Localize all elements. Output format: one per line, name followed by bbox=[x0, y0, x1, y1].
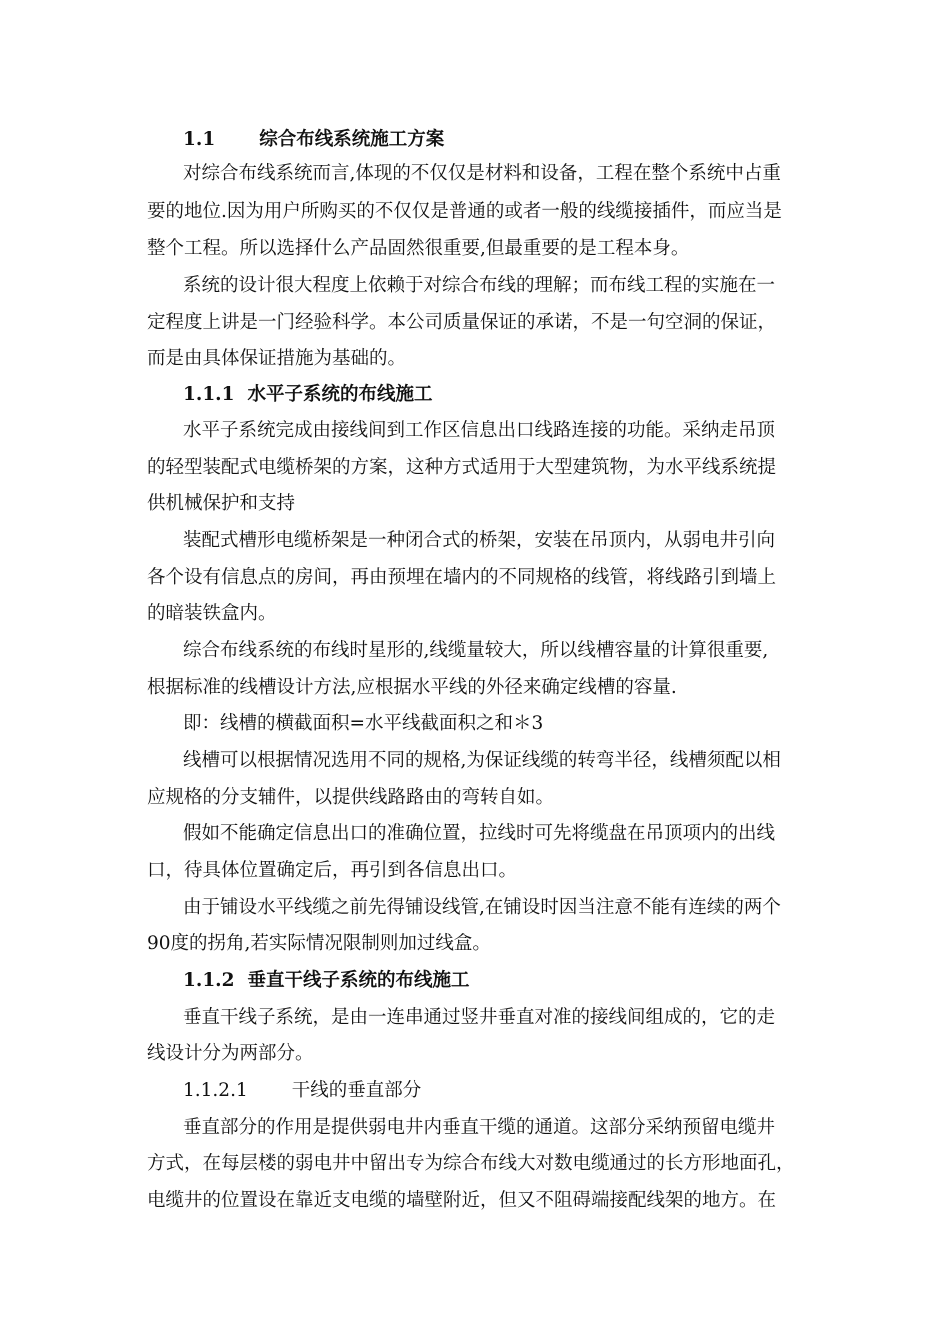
paragraph-line: 假如不能确定信息出口的准确位置，拉线时可先将缆盘在吊顶项内的出线 bbox=[183, 823, 776, 844]
paragraph-line: 的暗装铁盒内。 bbox=[147, 603, 277, 624]
paragraph-line: 应规格的分支辅件，以提供线路路由的弯转自如。 bbox=[147, 787, 555, 808]
paragraph-line: 由于铺设水平线缆之前先得铺设线管,在铺设时因当注意不能有连续的两个 bbox=[183, 897, 781, 918]
paragraph-line: 的轻型装配式电缆桥架的方案，这种方式适用于大型建筑物，为水平线系统提 bbox=[147, 457, 777, 478]
heading-title: 垂直干线子系统的布线施工 bbox=[247, 970, 470, 991]
paragraph-line: 各个设有信息点的房间，再由预埋在墙内的不同规格的线管，将线路引到墙上 bbox=[147, 567, 777, 588]
paragraph-line: 口，待具体位置确定后，再引到各信息出口。 bbox=[147, 860, 518, 881]
paragraph-line: 线槽可以根据情况选用不同的规格,为保证线缆的转弯半径，线槽须配以相 bbox=[183, 750, 781, 771]
paragraph-line: 垂直干线子系统，是由一连串通过竖井垂直对准的接线间组成的，它的走 bbox=[183, 1007, 776, 1028]
heading-number: 1.1.2.1 bbox=[183, 1080, 248, 1101]
paragraph-line: 要的地位.因为用户所购买的不仅仅是普通的或者一般的线缆接插件，而应当是 bbox=[147, 201, 782, 222]
paragraph-line: 综合布线系统的布线时星形的,线缆量较大，所以线槽容量的计算很重要, bbox=[183, 640, 769, 661]
paragraph-line: 整个工程。所以选择什么产品固然很重要,但最重要的是工程本身。 bbox=[147, 238, 690, 259]
paragraph-line: 根据标准的线槽设计方法,应根据水平线的外径来确定线槽的容量. bbox=[147, 677, 677, 698]
paragraph-line: 定程度上讲是一门经验科学。本公司质量保证的承诺，不是一句空洞的保证， bbox=[147, 312, 777, 333]
formula-line: 即：线槽的横截面积=水平线截面积之和＊3 bbox=[183, 713, 544, 734]
heading-number: 1.1.2 bbox=[183, 970, 235, 991]
paragraph-line: 水平子系统完成由接线间到工作区信息出口线路连接的功能。采纳走吊顶 bbox=[183, 420, 776, 441]
paragraph-line: 方式，在每层楼的弱电井中留出专为综合布线大对数电缆通过的长方形地面孔， bbox=[147, 1153, 795, 1174]
paragraph-line: 系统的设计很大程度上依赖于对综合布线的理解；而布线工程的实施在一 bbox=[183, 275, 776, 296]
heading-number: 1.1.1 bbox=[183, 384, 235, 405]
section-heading-1-1-1 bbox=[183, 383, 433, 407]
section-heading-1-1-2 bbox=[183, 969, 470, 993]
heading-title: 干线的垂直部分 bbox=[291, 1080, 422, 1101]
paragraph-line: 供机械保护和支持 bbox=[147, 493, 296, 514]
section-heading-1-1 bbox=[183, 128, 444, 152]
paragraph-line: 电缆井的位置设在靠近支电缆的墙壁附近，但又不阻碍端接配线架的地方。在 bbox=[147, 1190, 777, 1211]
paragraph-line: 对综合布线系统而言,体现的不仅仅是材料和设备，工程在整个系统中占重 bbox=[183, 163, 781, 184]
section-heading-1-1-2-1 bbox=[183, 1079, 421, 1103]
heading-title: 综合布线系统施工方案 bbox=[259, 129, 445, 150]
paragraph-line: 垂直部分的作用是提供弱电井内垂直干缆的通道。这部分采纳预留电缆井 bbox=[183, 1117, 776, 1138]
paragraph-line: 而是由具体保证措施为基础的。 bbox=[147, 348, 407, 369]
paragraph-line: 装配式槽形电缆桥架是一种闭合式的桥架，安装在吊顶内，从弱电井引向 bbox=[183, 530, 776, 551]
paragraph-line: 线设计分为两部分。 bbox=[147, 1043, 314, 1064]
heading-number: 1.1 bbox=[183, 129, 216, 150]
paragraph-line: 90度的拐角,若实际情况限制则加过线盒。 bbox=[147, 933, 491, 954]
heading-title: 水平子系统的布线施工 bbox=[247, 384, 433, 405]
